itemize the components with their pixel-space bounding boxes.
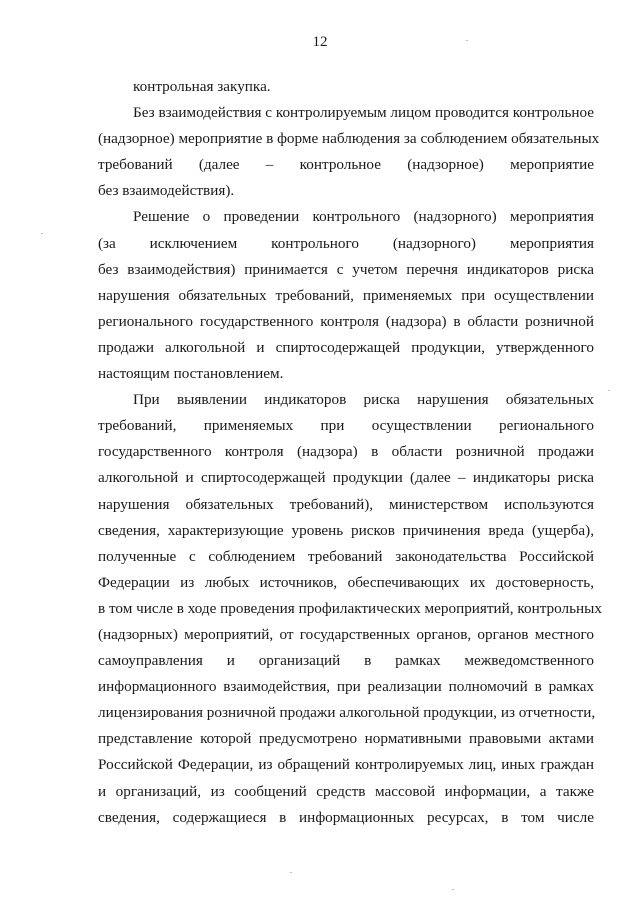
text-line: требований, применяемых при осуществлении регионального [98, 417, 594, 435]
text-line: представление которой предусмотрено нормативными правовыми актами [98, 730, 594, 748]
text-line: самоуправления и организаций в рамках межведомственного [98, 652, 594, 670]
text-line: сведения, характеризующие уровень рисков причинения вреда (ущерба), [98, 521, 594, 539]
page-number: 12 [312, 34, 328, 50]
scan-speck [452, 889, 454, 890]
text-line: полученные с соблюдением требований законодательства Российской [98, 547, 594, 565]
body-text [98, 74, 602, 831]
text-line: Федерации из любых источников, обеспечивающих их достоверность, [98, 573, 594, 591]
text-line: нарушения обязательных требований), министерством используются [98, 495, 594, 513]
scan-speck [41, 233, 43, 234]
text-line: и организаций, из сообщений средств массовой информации, а также [98, 782, 594, 800]
text-line: лицензирования розничной продажи алкогольной продукции, из отчетности, [98, 704, 596, 722]
text-line: (за исключением контрольного (надзорного) мероприятия [98, 234, 594, 252]
text-line: (надзорных) мероприятий, от государственных органов, органов местного [98, 625, 594, 643]
text-line: сведения, содержащиеся в информационных ресурсах, в том числе [98, 808, 594, 826]
text-line: контрольная закупка. [133, 78, 271, 95]
scan-speck [466, 40, 468, 41]
text-line: регионального государственного контроля (надзора) в области розничной [98, 312, 594, 330]
text-line: Российской Федерации, из обращений контролируемых лиц, иных граждан [98, 756, 594, 774]
text-line: без взаимодействия) принимается с учетом перечня индикаторов риска [98, 260, 594, 278]
text-line: в том числе в ходе проведения профилактических мероприятий, контрольных [98, 599, 602, 617]
text-line: При выявлении индикаторов риска нарушения обязательных [133, 391, 594, 409]
text-line: (надзорное) мероприятие в форме наблюдения за соблюдением обязательных [98, 130, 600, 148]
text-line: Решение о проведении контрольного (надзорного) мероприятия [133, 208, 594, 226]
text-line: продажи алкогольной и спиртосодержащей продукции, утвержденного [98, 338, 594, 356]
text-line: алкогольной и спиртосодержащей продукции (далее – индикаторы риска [98, 469, 594, 487]
scan-speck [608, 390, 610, 391]
text-line: без взаимодействия). [98, 182, 235, 200]
text-line: государственного контроля (надзора) в области розничной продажи [98, 443, 594, 461]
text-line: информационного взаимодействия, при реализации полномочий в рамках [98, 678, 594, 696]
text-line: нарушения обязательных требований, применяемых при осуществлении [98, 286, 594, 304]
text-line: Без взаимодействия с контролируемым лицом проводится контрольное [133, 104, 595, 122]
text-line: требований (далее – контрольное (надзорное) мероприятие [98, 156, 594, 174]
scan-speck [290, 872, 292, 873]
text-line: настоящим постановлением. [98, 365, 284, 383]
